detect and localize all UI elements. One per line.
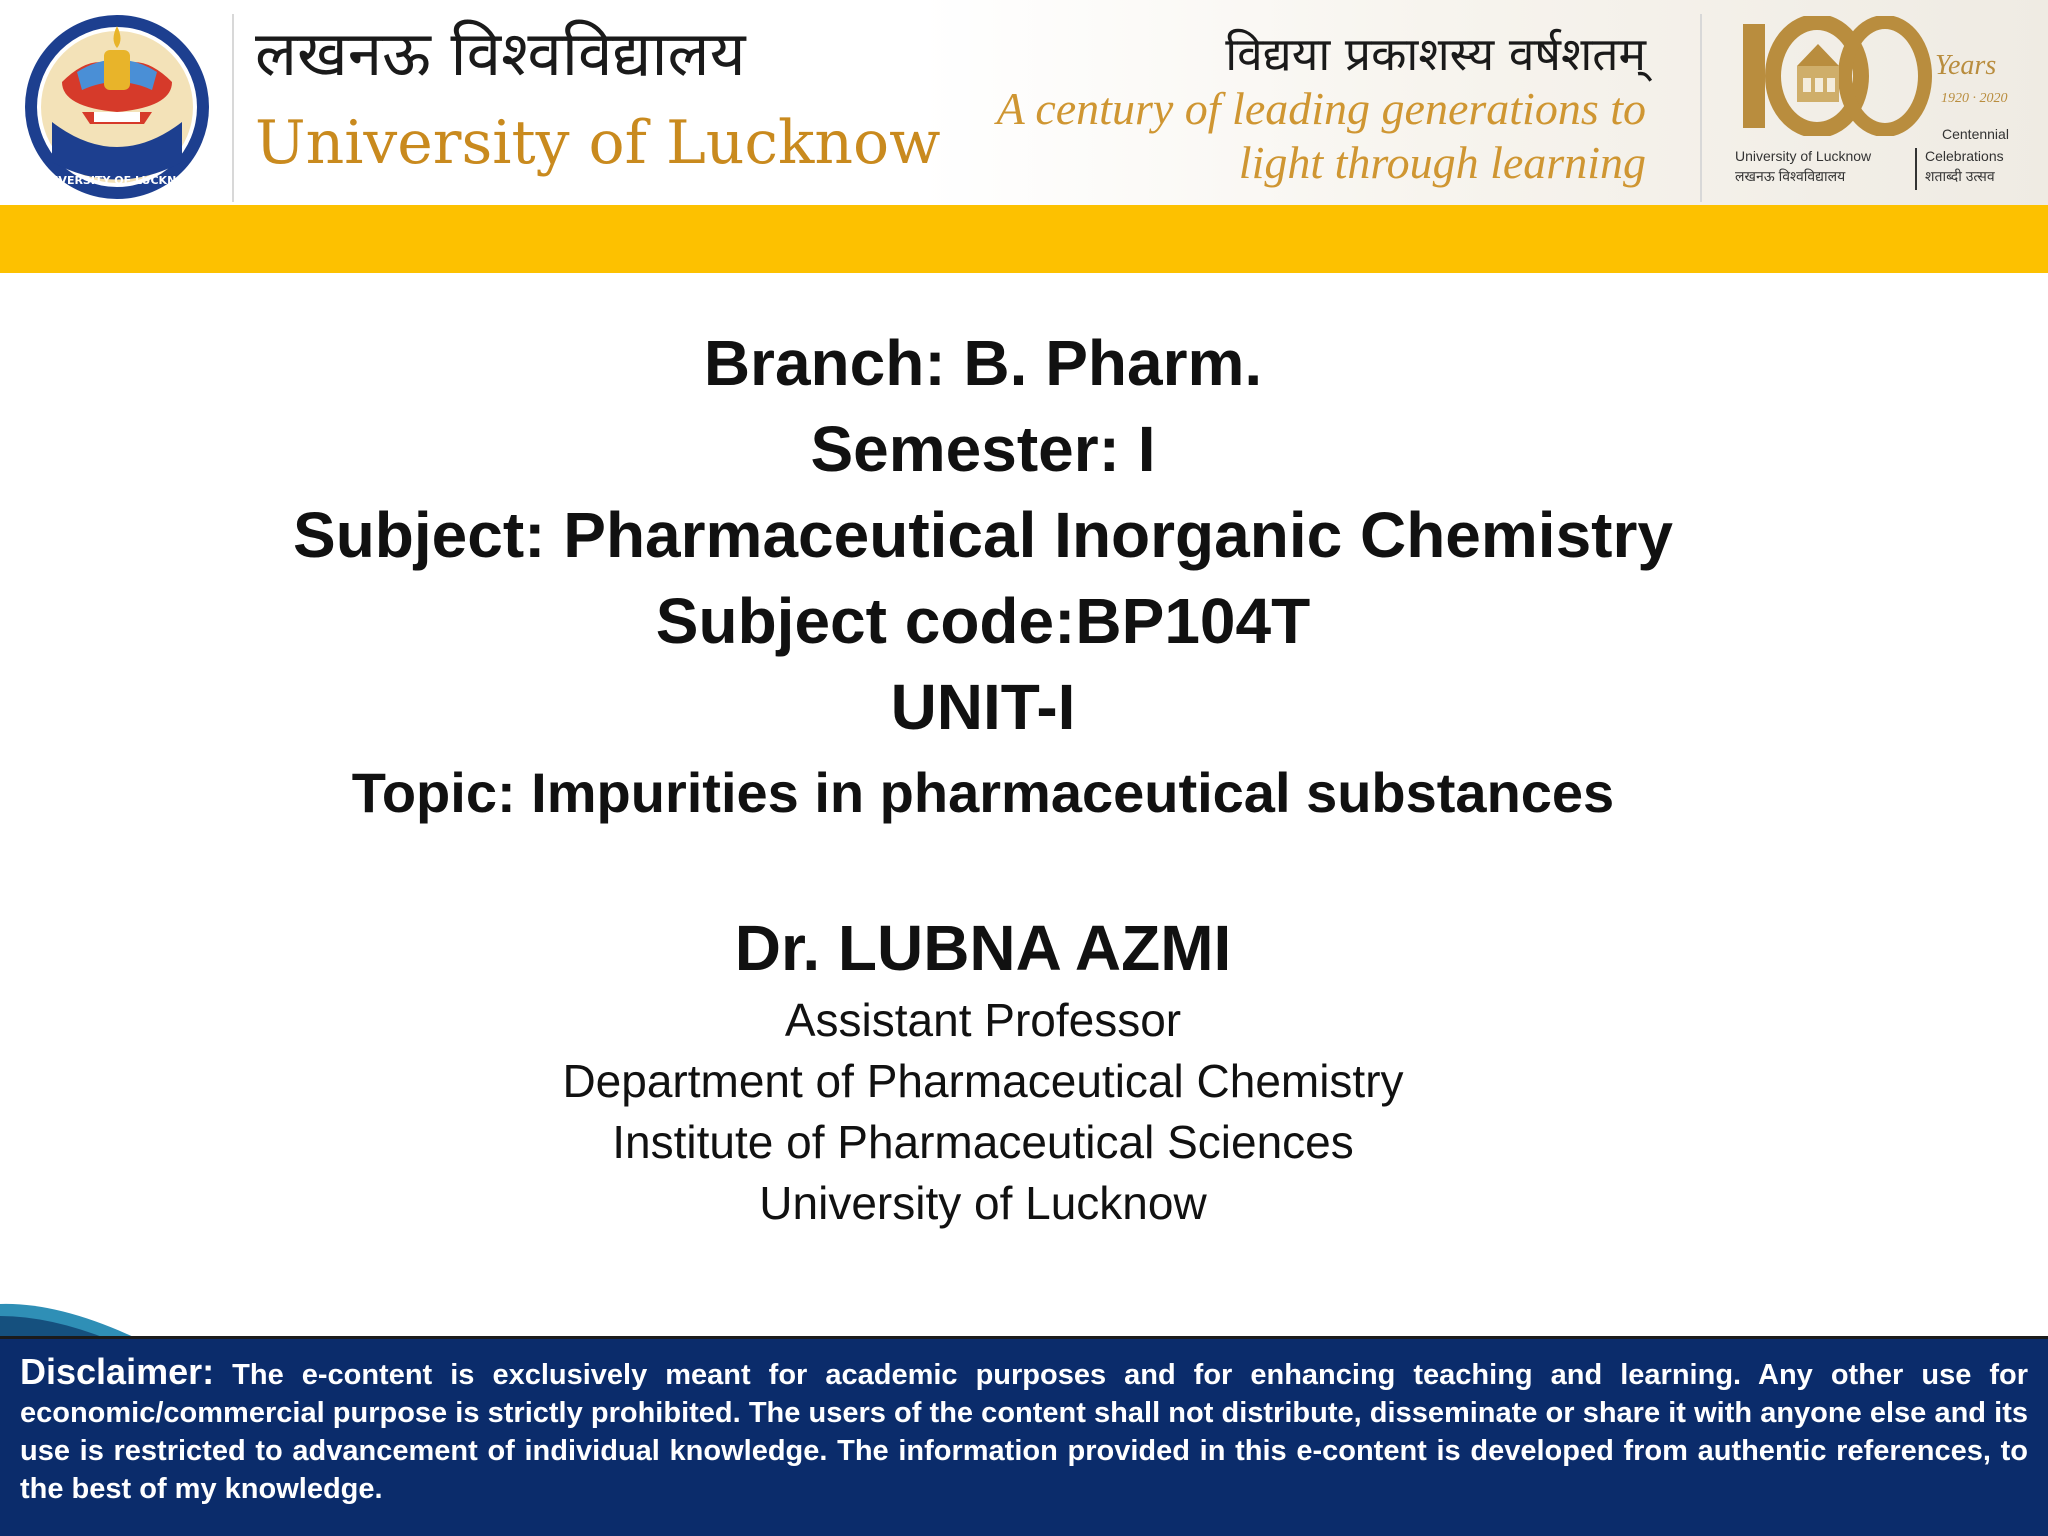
centennial-caption-hindi-right: शताब्दी उत्सव — [1925, 168, 1995, 185]
disclaimer-text: The e-content is exclusively meant for academic purposes and for enhancing teaching and learning. Any other use for economic/commercial purpose is strictly prohibited. The users of the content shall not distribute, disseminate or share it with anyone else and its use is restricted to advancement of individual knowledge. The information provided in this e-content is developed from authentic references, to the best of my knowledge. — [20, 1359, 2028, 1505]
author-name: Dr. LUBNA AZMI — [734, 912, 1232, 984]
subject-line: Subject: Pharmaceutical Inorganic Chemistry — [293, 499, 1673, 571]
semester-line: Semester: I — [810, 413, 1156, 485]
title-block — [0, 320, 1966, 836]
author-designation: Assistant Professor — [784, 994, 1182, 1046]
centennial-caption-divider — [1915, 148, 1917, 190]
motto-hindi: विद्यया प्रकाशस्य वर्षशतम् — [1225, 27, 1646, 81]
unit-line: UNIT-I — [890, 671, 1076, 743]
header-divider-right — [1700, 14, 1702, 202]
header-divider-left — [232, 14, 234, 202]
disclaimer-label: Disclaimer: — [20, 1351, 215, 1392]
centennial-logo — [1735, 16, 2035, 196]
author-department: Department of Pharmaceutical Chemistry — [562, 1055, 1404, 1107]
centennial-caption-english: University of Lucknow — [1735, 148, 1872, 164]
seal-text: UNIVERSITY OF LUCKNOW — [36, 174, 198, 187]
centennial-caption-right — [1925, 146, 2004, 187]
centennial-caption-hindi: लखनऊ विश्वविद्यालय — [1735, 168, 1846, 185]
centennial-caption-centennial: Centennial — [1942, 126, 2009, 142]
motto-english-line-1: A century of leading generations to — [996, 83, 1646, 134]
centennial-caption-left — [1735, 146, 1871, 187]
university-seal-logo — [22, 12, 212, 202]
topic-line: Topic: Impurities in pharmaceutical substances — [351, 761, 1615, 824]
slide-header — [0, 0, 2048, 205]
author-institute: Institute of Pharmaceutical Sciences — [612, 1116, 1354, 1168]
university-name-hindi: लखनऊ विश्वविद्यालय — [255, 17, 746, 90]
corner-decoration — [0, 1282, 150, 1340]
centennial-caption-celebrations: Celebrations — [1925, 148, 2004, 164]
accent-bar — [0, 205, 2048, 273]
motto-english — [926, 82, 1646, 191]
branch-line: Branch: B. Pharm. — [703, 327, 1263, 399]
motto-english-line-2: light through learning — [1238, 137, 1646, 189]
centennial-years-text: Years — [1935, 50, 1997, 81]
author-affiliation — [0, 990, 1966, 1234]
centennial-emblem — [1735, 16, 2035, 136]
disclaimer-paragraph — [20, 1353, 2028, 1508]
subject-code-line: Subject code:BP104T — [655, 585, 1311, 657]
disclaimer-box — [0, 1336, 2048, 1536]
centennial-range-text: 1920 · 2020 — [1941, 91, 2008, 106]
university-name-english: University of Lucknow — [255, 108, 941, 178]
author-university: University of Lucknow — [759, 1177, 1207, 1229]
